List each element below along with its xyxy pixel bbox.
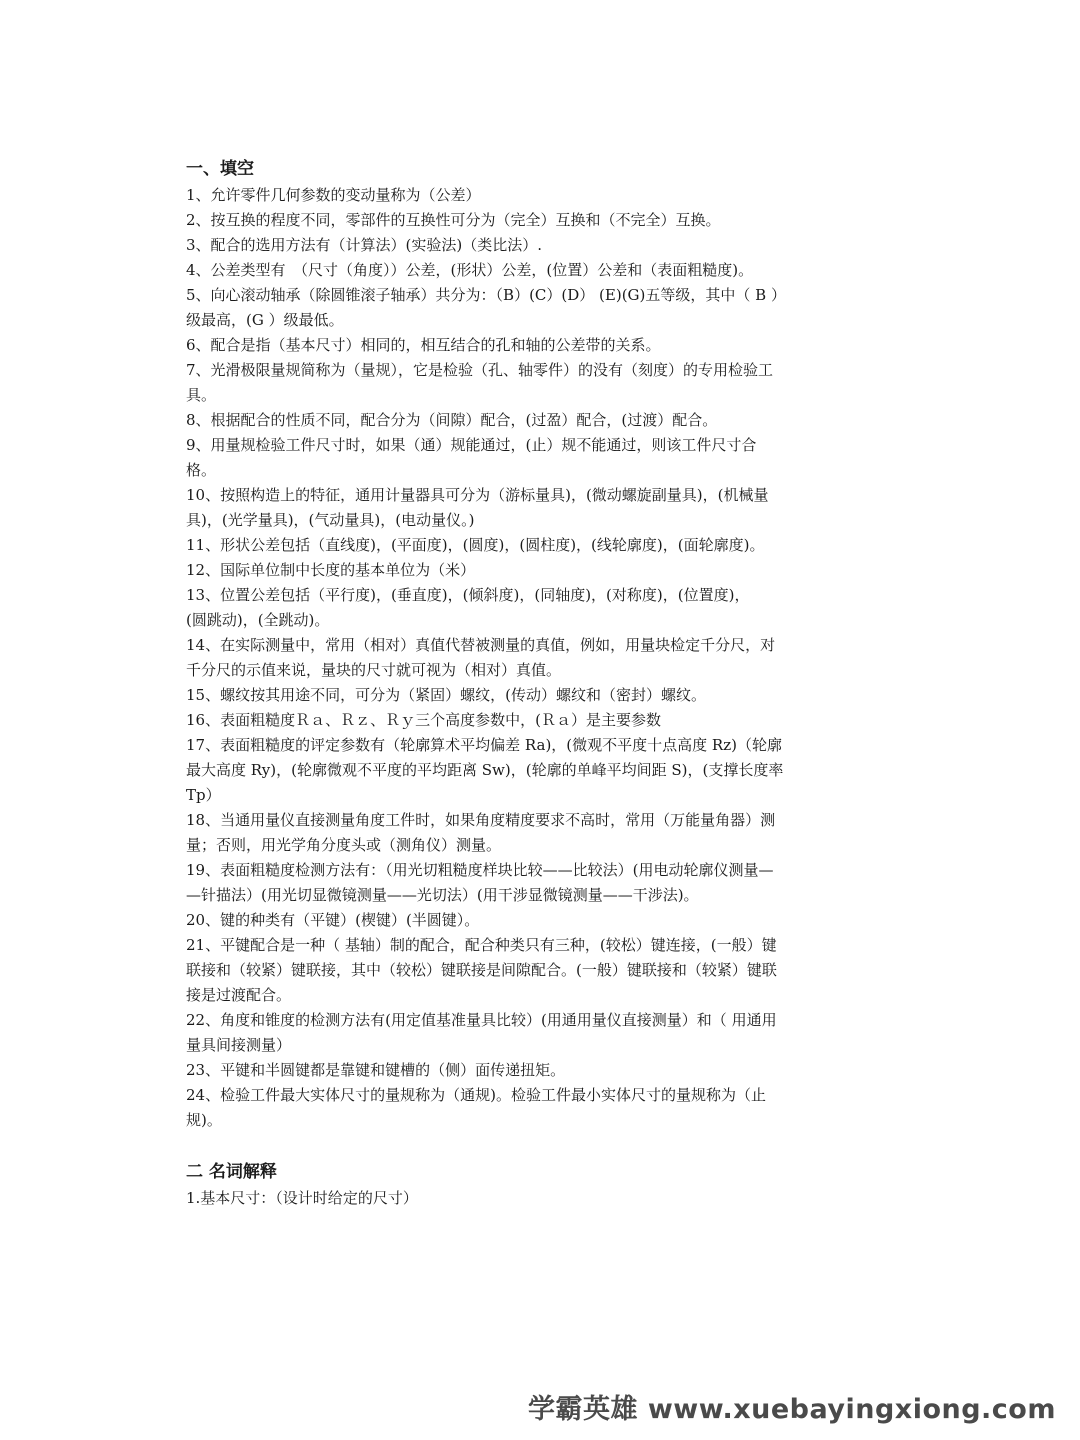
question-item	[186, 858, 906, 908]
term-list	[186, 1186, 906, 1211]
question-item	[186, 583, 906, 633]
question-item	[186, 708, 906, 733]
question-item	[186, 908, 906, 933]
question-line: 具。	[186, 386, 217, 404]
question-line: 联接和（较紧）键联接，其中（较松）键联接是间隙配合。(一般）键联接和（较紧）键联	[186, 961, 777, 979]
question-line: 4、公差类型有 （尺寸（角度））公差，(形状）公差，(位置）公差和（表面粗糙度)。	[186, 261, 754, 279]
question-item	[186, 533, 906, 558]
site-watermark: 学霸英雄 www.xuebayingxiong.com	[527, 1394, 1056, 1425]
question-line: 格。	[186, 461, 217, 479]
question-item	[186, 683, 906, 708]
question-item	[186, 283, 906, 333]
question-item	[186, 808, 906, 858]
section-title-fill-blanks: 一、填空	[186, 159, 254, 179]
question-item	[186, 233, 906, 258]
question-line: 3、配合的选用方法有（计算法）(实验法)（类比法）.	[186, 236, 543, 254]
question-line: 13、位置公差包括（平行度)，(垂直度)，(倾斜度)，(同轴度)，(对称度)，(位置度)，	[186, 586, 750, 604]
question-item	[186, 933, 906, 1008]
question-item	[186, 558, 906, 583]
fill-blank-list	[186, 183, 906, 1133]
question-line: 23、平键和半圆键都是靠键和键槽的（侧）面传递扭矩。	[186, 1061, 566, 1079]
question-line: 11、形状公差包括（直线度)，(平面度)，(圆度)，(圆柱度)，(线轮廓度)，(面轮廓度)。	[186, 536, 765, 554]
question-line: 7、光滑极限量规简称为（量规），它是检验（孔、轴零件）的没有（刻度）的专用检验工	[186, 361, 774, 379]
question-item	[186, 433, 906, 483]
question-line: 18、当通用量仪直接测量角度工件时，如果角度精度要求不高时，常用（万能量角器）测	[186, 811, 776, 829]
question-item	[186, 358, 906, 408]
question-item	[186, 1008, 906, 1058]
question-item	[186, 258, 906, 283]
question-item	[186, 183, 906, 208]
question-item	[186, 1186, 906, 1211]
question-item	[186, 333, 906, 358]
question-line: (圆跳动)，(全跳动)。	[186, 611, 330, 629]
question-line: 量；否则，用光学角分度头或（测角仪）测量。	[186, 836, 502, 854]
question-line: —针描法）(用光切显微镜测量——光切法）(用干涉显微镜测量——干涉法)。	[186, 886, 699, 904]
document-page	[186, 156, 906, 1211]
question-line: 10、按照构造上的特征，通用计量器具可分为（游标量具)，(微动螺旋副量具)，(机械量	[186, 486, 769, 504]
question-line: 19、表面粗糙度检测方法有：（用光切粗糙度样块比较——比较法）(用电动轮廓仪测量—	[186, 861, 774, 879]
question-line: 千分尺的示值来说，量块的尺寸就可视为（相对）真值。	[186, 661, 562, 679]
question-item	[186, 483, 906, 533]
question-line: 接是过渡配合。	[186, 986, 292, 1004]
question-line: 6、配合是指（基本尺寸）相同的，相互结合的孔和轴的公差带的关系。	[186, 336, 661, 354]
question-line: 规)。	[186, 1111, 222, 1129]
question-line: 16、表面粗糙度Ｒａ、Ｒｚ、Ｒｙ三个高度参数中，(Ｒａ）是主要参数	[186, 711, 661, 729]
question-item	[186, 208, 906, 233]
question-line: 级最高，(G ）级最低。	[186, 311, 344, 329]
question-line: 17、表面粗糙度的评定参数有（轮廓算术平均偏差 Ra)，(微观不平度十点高度 Rz)（轮廓	[186, 736, 782, 754]
question-line: 2、按互换的程度不同，零部件的互换性可分为（完全）互换和（不完全）互换。	[186, 211, 721, 229]
question-line: 15、螺纹按其用途不同，可分为（紧固）螺纹，(传动）螺纹和（密封）螺纹。	[186, 686, 706, 704]
question-item	[186, 1083, 906, 1133]
question-line: 具)，(光学量具)，(气动量具)，(电动量仪。)	[186, 511, 475, 529]
question-line: 21、平键配合是一种（ 基轴）制的配合，配合种类只有三种，(较松）键连接，(一般）键	[186, 936, 777, 954]
section-title-terms: 二 名词解释	[186, 1162, 277, 1182]
question-line: 8、根据配合的性质不同，配合分为（间隙）配合，(过盈）配合，(过渡）配合。	[186, 411, 718, 429]
question-item	[186, 1058, 906, 1083]
question-line: 最大高度 Ry)，(轮廓微观不平度的平均距离 Sw)，(轮廓的单峰平均间距 S)，(支撑长度率	[186, 761, 784, 779]
question-item	[186, 408, 906, 433]
question-line: 12、国际单位制中长度的基本单位为（米）	[186, 561, 476, 579]
question-line: 20、键的种类有（平键）(楔键）(半圆键）。	[186, 911, 480, 929]
question-item	[186, 733, 906, 808]
question-item	[186, 633, 906, 683]
question-line: 14、在实际测量中，常用（相对）真值代替被测量的真值，例如，用量块检定千分尺，对	[186, 636, 776, 654]
question-line: 量具间接测量）	[186, 1036, 292, 1054]
question-line: 5、向心滚动轴承（除圆锥滚子轴承）共分为：（B）(C）(D） (E)(G)五等级，其中（ B ）	[186, 286, 786, 304]
question-line: 24、检验工件最大实体尺寸的量规称为（通规)。检验工件最小实体尺寸的量规称为（止	[186, 1086, 766, 1104]
question-line: Tp）	[186, 786, 221, 804]
question-line: 22、角度和锥度的检测方法有(用定值基准量具比较）(用通用量仪直接测量）和（ 用通用	[186, 1011, 777, 1029]
question-line: 1、允许零件几何参数的变动量称为（公差）	[186, 186, 481, 204]
question-line: 9、用量规检验工件尺寸时，如果（通）规能通过，(止）规不能通过，则该工件尺寸合	[186, 436, 757, 454]
question-line: 1.基本尺寸：（设计时给定的尺寸）	[186, 1189, 418, 1207]
